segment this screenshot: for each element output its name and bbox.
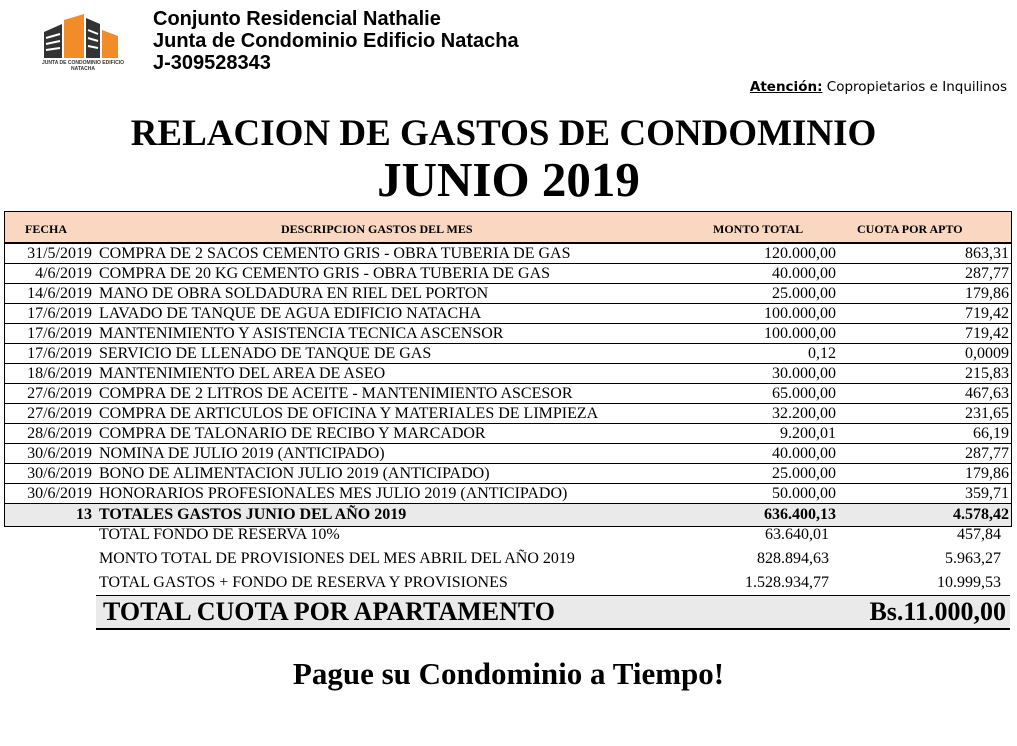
- summary-total: 828.894,63: [757, 550, 829, 567]
- header-cuota: CUOTA POR APTO: [857, 222, 963, 236]
- header-total: MONTO TOTAL: [713, 222, 804, 236]
- row-cuota: 359,71: [965, 485, 1009, 502]
- condominium-logo: [34, 12, 132, 78]
- payment-reminder: Pague su Condominio a Tiempo!: [292, 656, 725, 691]
- row-total: 25.000,00: [772, 285, 836, 302]
- row-total: 50.000,00: [772, 485, 836, 502]
- table-row: [5, 424, 1011, 444]
- table-row: [5, 264, 1011, 284]
- document-title: RELACION DE GASTOS DE CONDOMINIO: [130, 113, 877, 154]
- row-description: MANTENIMIENTO Y ASISTENCIA TECNICA ASCENSOR: [99, 325, 504, 342]
- row-total: 32.200,00: [772, 405, 836, 422]
- row-description: COMPRA DE 20 KG CEMENTO GRIS - OBRA TUBERIA DE GAS: [99, 265, 551, 282]
- totals-count: 13: [76, 506, 92, 523]
- logo-label: JUNTA DE CONDOMINIO EDIFICIO NATACHA: [42, 60, 124, 72]
- row-description: COMPRA DE ARTICULOS DE OFICINA Y MATERIALES DE LIMPIEZA: [99, 405, 599, 422]
- row-date: 27/6/2019: [27, 385, 92, 402]
- row-date: 30/6/2019: [27, 485, 92, 502]
- attention-text: Copropietarios e Inquilinos: [826, 79, 1007, 95]
- row-total: 40.000,00: [772, 265, 836, 282]
- totals-label: TOTALES GASTOS JUNIO DEL AÑO 2019: [99, 506, 407, 523]
- row-date: 4/6/2019: [35, 265, 92, 282]
- row-cuota: 719,42: [965, 325, 1009, 342]
- row-description: HONORARIOS PROFESIONALES MES JULIO 2019 (ANTICIPADO): [99, 485, 568, 502]
- row-total: 100.000,00: [764, 305, 836, 322]
- row-date: 18/6/2019: [27, 365, 92, 382]
- table-row: [5, 284, 1011, 304]
- row-cuota: 287,77: [965, 445, 1009, 462]
- document-period: JUNIO 2019: [377, 152, 640, 207]
- row-date: 31/5/2019: [27, 245, 92, 262]
- table-row: [5, 304, 1011, 324]
- expenses-table: [4, 211, 1012, 527]
- row-description: BONO DE ALIMENTACION JULIO 2019 (ANTICIPADO): [99, 465, 490, 482]
- table-row: [5, 364, 1011, 384]
- summary-cuota: 5.963,27: [945, 550, 1001, 567]
- row-total: 100.000,00: [764, 325, 836, 342]
- summary-cuota: 457,84: [957, 526, 1001, 543]
- row-cuota: 863,31: [965, 245, 1009, 262]
- row-date: 30/6/2019: [27, 465, 92, 482]
- table-row: [5, 384, 1011, 404]
- summary-total: 63.640,01: [765, 526, 829, 543]
- header-description: DESCRIPCION GASTOS DEL MES: [281, 222, 473, 236]
- org-name: Conjunto Residencial Nathalie: [153, 8, 441, 30]
- totals-total: 636.400,13: [764, 506, 836, 523]
- row-cuota: 179,86: [965, 285, 1009, 302]
- row-cuota: 215,83: [965, 365, 1009, 382]
- row-total: 30.000,00: [772, 365, 836, 382]
- summary-label: TOTAL FONDO DE RESERVA 10%: [99, 526, 340, 543]
- tax-id: J-309528343: [153, 52, 271, 74]
- row-total: 65.000,00: [772, 385, 836, 402]
- row-cuota: 719,42: [965, 305, 1009, 322]
- row-total: 25.000,00: [772, 465, 836, 482]
- table-header: [5, 212, 1011, 244]
- table-row: [5, 484, 1011, 504]
- summary-row: [96, 547, 1010, 571]
- row-date: 17/6/2019: [27, 325, 92, 342]
- organization-block: [153, 8, 519, 74]
- row-description: LAVADO DE TANQUE DE AGUA EDIFICIO NATACHA: [99, 305, 482, 322]
- row-description: COMPRA DE TALONARIO DE RECIBO Y MARCADOR: [99, 425, 486, 442]
- row-description: NOMINA DE JULIO 2019 (ANTICIPADO): [99, 445, 385, 462]
- row-date: 30/6/2019: [27, 445, 92, 462]
- summary-total: 1.528.934,77: [745, 574, 829, 591]
- board-name: Junta de Condominio Edificio Natacha: [153, 30, 519, 52]
- attention-line: [750, 79, 1007, 95]
- grand-total-value: Bs.11.000,00: [869, 597, 1006, 626]
- row-total: 40.000,00: [772, 445, 836, 462]
- row-date: 14/6/2019: [27, 285, 92, 302]
- row-description: MANTENIMIENTO DEL AREA DE ASEO: [99, 365, 386, 382]
- table-row: [5, 464, 1011, 484]
- row-total: 9.200,01: [780, 425, 836, 442]
- row-cuota: 287,77: [965, 265, 1009, 282]
- row-cuota: 231,65: [965, 405, 1009, 422]
- table-row: [5, 404, 1011, 424]
- row-cuota: 0,0009: [965, 345, 1009, 362]
- grand-total-label: TOTAL CUOTA POR APARTAMENTO: [103, 597, 555, 626]
- table-row: [5, 244, 1011, 264]
- summary-row: [96, 523, 1010, 547]
- header-date: FECHA: [25, 222, 67, 236]
- summary-block: [96, 523, 1010, 595]
- grand-total-row: [96, 595, 1010, 630]
- row-cuota: 66,19: [973, 425, 1009, 442]
- row-description: COMPRA DE 2 LITROS DE ACEITE - MANTENIMIENTO ASCESOR: [99, 385, 573, 402]
- summary-cuota: 10.999,53: [937, 574, 1001, 591]
- row-date: 17/6/2019: [27, 305, 92, 322]
- row-total: 120.000,00: [764, 245, 836, 262]
- row-date: 28/6/2019: [27, 425, 92, 442]
- row-cuota: 179,86: [965, 465, 1009, 482]
- row-total: 0,12: [808, 345, 836, 362]
- row-description: MANO DE OBRA SOLDADURA EN RIEL DEL PORTON: [99, 285, 489, 302]
- table-row: [5, 324, 1011, 344]
- summary-label: MONTO TOTAL DE PROVISIONES DEL MES ABRIL DEL AÑO 2019: [99, 550, 575, 567]
- summary-label: TOTAL GASTOS + FONDO DE RESERVA Y PROVISIONES: [99, 574, 508, 591]
- row-date: 17/6/2019: [27, 345, 92, 362]
- row-description: COMPRA DE 2 SACOS CEMENTO GRIS - OBRA TUBERIA DE GAS: [99, 245, 571, 262]
- attention-label: Atención:: [749, 79, 823, 95]
- row-cuota: 467,63: [965, 385, 1009, 402]
- summary-row: [96, 571, 1010, 595]
- table-row: [5, 344, 1011, 364]
- row-description: SERVICIO DE LLENADO DE TANQUE DE GAS: [99, 345, 432, 362]
- table-row: [5, 444, 1011, 464]
- totals-cuota: 4.578,42: [953, 506, 1009, 523]
- table-body: [5, 244, 1011, 504]
- row-date: 27/6/2019: [27, 405, 92, 422]
